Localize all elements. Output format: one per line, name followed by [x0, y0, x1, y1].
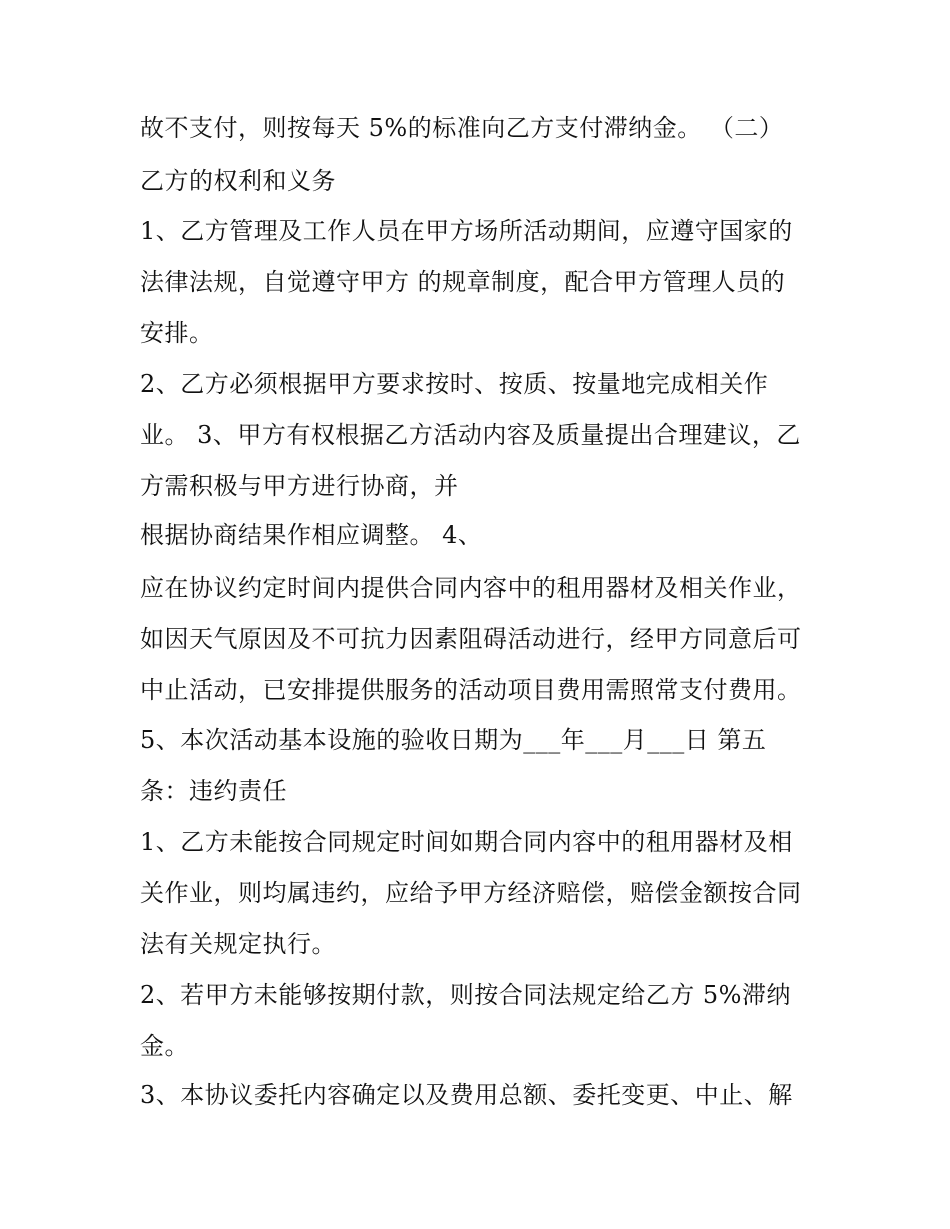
text-line: 3、本协议委托内容确定以及费用总额、委托变更、中止、解 — [140, 1081, 793, 1109]
text-line: 如因天气原因及不可抗力因素阻碍活动进行，经甲方同意后可 — [140, 625, 802, 653]
text-line: 1、乙方管理及工作人员在甲方场所活动期间，应遵守国家的 — [140, 217, 793, 245]
text-line: 方需积极与甲方进行协商，并 — [140, 472, 459, 500]
text-line: 5、本次活动基本设施的验收日期为___年___月___日 第五 — [140, 726, 767, 754]
text-line: 1、乙方未能按合同规定时间如期合同内容中的租用器材及相 — [140, 828, 793, 856]
text-line: 乙方的权利和义务 — [140, 167, 336, 195]
text-line: 业。 3、甲方有权根据乙方活动内容及质量提出合理建议，乙 — [140, 421, 801, 449]
text-line: 2、若甲方未能够按期付款，则按合同法规定给乙方 5%滞纳 — [140, 981, 791, 1009]
text-line: 金。 — [140, 1032, 189, 1060]
text-line: 故不支付，则按每天 5%的标准向乙方支付滞纳金。 （二） — [140, 114, 784, 142]
text-line: 根据协商结果作相应调整。 4、 — [140, 521, 483, 549]
text-line: 安排。 — [140, 319, 214, 347]
text-line: 法律法规，自觉遵守甲方 的规章制度，配合甲方管理人员的 — [140, 268, 786, 296]
text-line: 中止活动，已安排提供服务的活动项目费用需照常支付费用。 — [140, 676, 802, 704]
text-line: 关作业，则均属违约，应给予甲方经济赔偿，赔偿金额按合同 — [140, 879, 802, 907]
text-line: 2、乙方必须根据甲方要求按时、按质、按量地完成相关作 — [140, 370, 769, 398]
text-line: 条：违约责任 — [140, 777, 287, 805]
text-line: 法有关规定执行。 — [140, 930, 336, 958]
text-line: 应在协议约定时间内提供合同内容中的租用器材及相关作业， — [140, 574, 802, 602]
